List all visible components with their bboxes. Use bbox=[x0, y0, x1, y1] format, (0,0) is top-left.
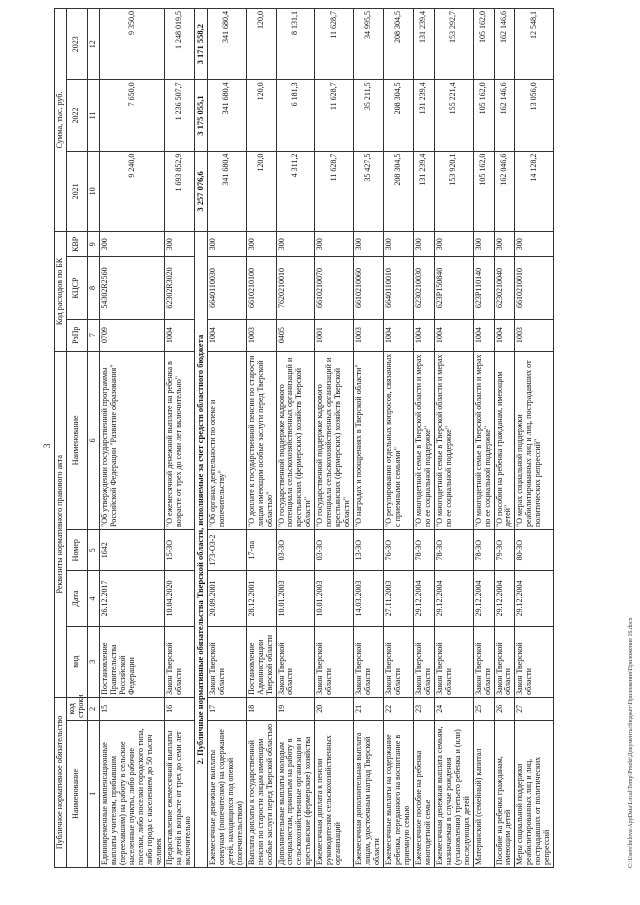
cell-2023: 120,0 bbox=[246, 9, 276, 80]
rotated-table-stage bbox=[40, 8, 640, 868]
cell-2023: 11 628,7 bbox=[315, 9, 354, 80]
cell-2022: 105 162,0 bbox=[473, 80, 494, 151]
cell-kcsr: 6230210040 bbox=[494, 257, 515, 319]
cell-2022: 155 221,4 bbox=[434, 80, 473, 151]
cell-kcsr: 6610210100 bbox=[246, 257, 276, 319]
cell-code: 22 bbox=[384, 697, 414, 720]
header-kcsr: КЦСР bbox=[66, 257, 87, 319]
cell-kcsr: 6610210010 bbox=[515, 257, 554, 319]
cell-type: Закон Тверской области bbox=[413, 626, 434, 697]
cell-kvr: 300 bbox=[515, 232, 554, 257]
col-number: 4 bbox=[87, 571, 99, 626]
cell-date: 27.11.2003 bbox=[384, 571, 414, 626]
cell-type: Закон Тверской области bbox=[276, 626, 315, 697]
cell-rzpr: 1004 bbox=[473, 319, 494, 351]
header-sum: Сумма, тыс. руб. bbox=[55, 9, 67, 232]
cell-code: 26 bbox=[494, 697, 515, 720]
col-number: 12 bbox=[87, 9, 99, 80]
cell-act-name: "О многодетной семье в Тверской области и мерах по ее социальной поддержке" bbox=[434, 351, 473, 529]
cell-kvr: 300 bbox=[99, 232, 165, 257]
cell-2022: 6 181,3 bbox=[276, 80, 315, 151]
cell-date: 10.04.2020 bbox=[165, 571, 195, 626]
header-number: Номер bbox=[66, 529, 87, 570]
cell-act-name: "О наградах и поощрениях в Тверской области" bbox=[354, 351, 384, 529]
cell-kcsr: 6640110010 bbox=[384, 257, 414, 319]
cell-rzpr: 1003 bbox=[246, 319, 276, 351]
header-2022: 2022 bbox=[66, 80, 87, 151]
cell-2021: 153 920,1 bbox=[434, 151, 473, 231]
table-body bbox=[99, 9, 553, 868]
cell-2022: 162 146,6 bbox=[494, 80, 515, 151]
cell-kvr: 300 bbox=[494, 232, 515, 257]
cell-date: 20.09.2001 bbox=[207, 571, 246, 626]
cell-date: 29.12.2004 bbox=[473, 571, 494, 626]
cell-act-name: "О ежемесячной денежной выплате на ребенка в возрасте от трех до семи лет включительно" bbox=[165, 351, 195, 529]
col-number: 11 bbox=[87, 80, 99, 151]
cell-number: 03-ЗО bbox=[276, 529, 315, 570]
cell-kcsr: 7620210010 bbox=[276, 257, 315, 319]
cell-type: Постановление Администрации Тверской области bbox=[246, 626, 276, 697]
cell-name: Ежемесячная доплата к пенсии руководителям сельскохозяйственных организаций bbox=[315, 720, 354, 867]
col-number: 8 bbox=[87, 257, 99, 319]
cell-number: 17-па bbox=[246, 529, 276, 570]
header-2023: 2023 bbox=[66, 9, 87, 80]
col-number: 6 bbox=[87, 351, 99, 529]
cell-2021: 1 693 852,9 bbox=[165, 151, 195, 231]
cell-date: 29.12.2004 bbox=[515, 571, 554, 626]
file-path-footer: C:\Users\belova\AppData\Local\Temp\Proekt\Документы\бюджет\Приложения\Приложение 16.docx bbox=[628, 617, 634, 868]
table-row bbox=[165, 9, 195, 868]
header-requisites: Реквизиты нормативного правового акта bbox=[55, 351, 67, 697]
cell-code: 25 bbox=[473, 697, 494, 720]
col-number: 7 bbox=[87, 319, 99, 351]
cell-kvr: 300 bbox=[315, 232, 354, 257]
cell-name: Ежемесячная дополнительная выплата лицам, удостоенным наград Тверской области bbox=[354, 720, 384, 867]
col-number: 9 bbox=[87, 232, 99, 257]
cell-name: Ежемесячное пособие на ребенка многодетной семье bbox=[413, 720, 434, 867]
table-row bbox=[384, 9, 414, 868]
section-total-2021: 3 257 076,6 bbox=[195, 151, 208, 231]
header-2021: 2021 bbox=[66, 151, 87, 231]
table-row bbox=[434, 9, 473, 868]
cell-2023: 8 131,1 bbox=[276, 9, 315, 80]
cell-code: 21 bbox=[354, 697, 384, 720]
cell-rzpr: 1004 bbox=[434, 319, 473, 351]
cell-act-name: "Об утверждении государственной программы Российской Федерации "Развитие образования" bbox=[99, 351, 165, 529]
cell-kcsr: 623P110140 bbox=[473, 257, 494, 319]
cell-number: 78-ЗО bbox=[413, 529, 434, 570]
table-row bbox=[354, 9, 384, 868]
cell-name: Ежемесячные выплаты на содержание ребенка, переданного на воспитание в приемную семью bbox=[384, 720, 414, 867]
cell-name: Выплата доплаты к государственной пенсии по старости лицам имеющим особые заслуги перед Тверской областью bbox=[246, 720, 276, 867]
cell-code: 20 bbox=[315, 697, 354, 720]
cell-type: Закон Тверской области bbox=[207, 626, 246, 697]
cell-2022: 208 304,5 bbox=[384, 80, 414, 151]
cell-kcsr: 6610210060 bbox=[354, 257, 384, 319]
cell-2023: 9 350,0 bbox=[99, 9, 165, 80]
cell-date: 29.12.2004 bbox=[494, 571, 515, 626]
cell-type: Закон Тверской области bbox=[434, 626, 473, 697]
col-number: 5 bbox=[87, 529, 99, 570]
cell-date: 28.12.2001 bbox=[246, 571, 276, 626]
cell-number: 15-ЗО bbox=[165, 529, 195, 570]
cell-act-name: "О государственной поддержке кадрового потенциала сельскохозяйственных организаций и крестьянских (фермерских) хозяйств Тверской области" bbox=[315, 351, 354, 529]
cell-act-name: "О многодетной семье в Тверской области и мерах по ее социальной поддержке" bbox=[413, 351, 434, 529]
cell-kvr: 300 bbox=[165, 232, 195, 257]
cell-act-name: "Об органах деятельности по опеке и попечительству" bbox=[207, 351, 246, 529]
cell-name: Пособие на ребенка гражданам, имеющим детей bbox=[494, 720, 515, 867]
cell-name: Единовременные компенсационные выплаты учителям, прибывшим (переехавшим) на работу в сельские населенные пункты, либо рабочие поселки, либо поселки городского типа, либо города с населением до 50 тысяч человек bbox=[99, 720, 165, 867]
cell-name: Предоставление ежемесячной выплаты на детей в возрасте от трех до семи лет включительно bbox=[165, 720, 195, 867]
header-name: Наименование bbox=[66, 720, 87, 867]
cell-type: Закон Тверской области bbox=[165, 626, 195, 697]
cell-act-name: "О мерах социальной поддержки реабилитированных лиц и лиц, пострадавших от политических репрессий" bbox=[515, 351, 554, 529]
cell-kvr: 300 bbox=[207, 232, 246, 257]
cell-date: 10.01.2003 bbox=[315, 571, 354, 626]
cell-name: Ежемесячные денежные выплаты опекунам (попечителям) на содержание детей, находящихся под опекой (попечительством) bbox=[207, 720, 246, 867]
cell-date: 29.12.2004 bbox=[434, 571, 473, 626]
header-obligation: Публичное нормативное обязательство bbox=[55, 697, 67, 867]
cell-code: 16 bbox=[165, 697, 195, 720]
col-number: 2 bbox=[87, 697, 99, 720]
cell-type: Закон Тверской области bbox=[384, 626, 414, 697]
cell-2023: 34 995,5 bbox=[354, 9, 384, 80]
table-row bbox=[207, 9, 246, 868]
cell-act-name: "О пособии на ребенка гражданам, имеющим детей" bbox=[494, 351, 515, 529]
cell-2023: 12 548,1 bbox=[515, 9, 554, 80]
col-number: 10 bbox=[87, 151, 99, 231]
page-number: 3 bbox=[42, 443, 52, 448]
col-number: 3 bbox=[87, 626, 99, 697]
cell-number: 03-ЗО bbox=[315, 529, 354, 570]
cell-2023: 1 248 019,5 bbox=[165, 9, 195, 80]
cell-2022: 7 650,0 bbox=[99, 80, 165, 151]
obligations-table bbox=[54, 8, 554, 868]
cell-act-name: "О доплате к государственной пенсии по старости лицам имеющим особые заслуги перед Тверской областью" bbox=[246, 351, 276, 529]
header-date: Дата bbox=[66, 571, 87, 626]
cell-2022: 1 236 507,7 bbox=[165, 80, 195, 151]
cell-rzpr: 1004 bbox=[494, 319, 515, 351]
cell-kcsr: 6230210030 bbox=[413, 257, 434, 319]
cell-2021: 341 680,4 bbox=[207, 151, 246, 231]
cell-number: 1642 bbox=[99, 529, 165, 570]
cell-code: 17 bbox=[207, 697, 246, 720]
header-kvr: КВР bbox=[66, 232, 87, 257]
cell-kcsr: 54302R2560 bbox=[99, 257, 165, 319]
cell-2021: 4 311,2 bbox=[276, 151, 315, 231]
cell-number: 78-ЗО bbox=[473, 529, 494, 570]
cell-2023: 162 146,6 bbox=[494, 9, 515, 80]
cell-code: 24 bbox=[434, 697, 473, 720]
header-bk-code: Код расходов по БК bbox=[55, 232, 67, 352]
table-row bbox=[413, 9, 434, 868]
table-row bbox=[246, 9, 276, 868]
cell-name: Дополнительные выплаты молодым специалистам, принятым на работу в сельскохозяйственные организации и крестьянские (фермерские) хозяйства bbox=[276, 720, 315, 867]
header-type: вид bbox=[66, 626, 87, 697]
cell-rzpr: 1001 bbox=[315, 319, 354, 351]
cell-2021: 131 239,4 bbox=[413, 151, 434, 231]
cell-rzpr: 0709 bbox=[99, 319, 165, 351]
cell-type: Закон Тверской области bbox=[473, 626, 494, 697]
cell-rzpr: 1003 bbox=[354, 319, 384, 351]
table-row bbox=[473, 9, 494, 868]
cell-rzpr: 0405 bbox=[276, 319, 315, 351]
cell-2021: 11 628,7 bbox=[315, 151, 354, 231]
section-title: 2. Публичные нормативные обязательства Тверской области, исполняемые за счет средств областного бюджета bbox=[195, 232, 208, 868]
cell-kcsr: 6610210070 bbox=[315, 257, 354, 319]
cell-rzpr: 1003 bbox=[515, 319, 554, 351]
table-row bbox=[99, 9, 165, 868]
col-number: 1 bbox=[87, 720, 99, 867]
cell-kvr: 300 bbox=[384, 232, 414, 257]
cell-kvr: 300 bbox=[354, 232, 384, 257]
cell-2022: 341 680,4 bbox=[207, 80, 246, 151]
cell-code: 23 bbox=[413, 697, 434, 720]
cell-kcsr: 62302R3020 bbox=[165, 257, 195, 319]
cell-2022: 131 239,4 bbox=[413, 80, 434, 151]
cell-number: 79-ЗО bbox=[494, 529, 515, 570]
cell-2023: 208 304,5 bbox=[384, 9, 414, 80]
cell-name: Меры социальной поддержки реабилитированных лиц и лиц, пострадавших от политических репрессий bbox=[515, 720, 554, 867]
cell-2023: 131 239,4 bbox=[413, 9, 434, 80]
cell-kvr: 300 bbox=[434, 232, 473, 257]
section-header-row bbox=[195, 9, 208, 868]
cell-code: 15 bbox=[99, 697, 165, 720]
section-total-2022: 3 175 055,1 bbox=[195, 80, 208, 151]
cell-code: 27 bbox=[515, 697, 554, 720]
cell-type: Закон Тверской области bbox=[515, 626, 554, 697]
cell-2022: 11 628,7 bbox=[315, 80, 354, 151]
cell-act-name: "О государственной поддержке кадрового потенциала сельскохозяйственных организаций и крестьянских (фермерских) хозяйств Тверской области" bbox=[276, 351, 315, 529]
cell-date: 26.12.2017 bbox=[99, 571, 165, 626]
cell-kvr: 300 bbox=[473, 232, 494, 257]
cell-act-name: "О регулировании отдельных вопросов, связанных с приемными семьями" bbox=[384, 351, 414, 529]
cell-rzpr: 1004 bbox=[413, 319, 434, 351]
cell-name: Материнский (семейный) капитал bbox=[473, 720, 494, 867]
cell-2023: 105 162,0 bbox=[473, 9, 494, 80]
cell-kvr: 300 bbox=[276, 232, 315, 257]
cell-kvr: 300 bbox=[246, 232, 276, 257]
cell-2021: 35 427,5 bbox=[354, 151, 384, 231]
cell-number: 173-ОЗ-2 bbox=[207, 529, 246, 570]
header-act-name: Наименование bbox=[66, 351, 87, 529]
cell-rzpr: 1004 bbox=[384, 319, 414, 351]
cell-kvr: 300 bbox=[413, 232, 434, 257]
cell-number: 76-ЗО bbox=[384, 529, 414, 570]
cell-number: 78-ЗО bbox=[434, 529, 473, 570]
cell-date: 29.12.2004 bbox=[413, 571, 434, 626]
cell-type: Постановление Правительства Российской Федерации bbox=[99, 626, 165, 697]
cell-kcsr: 6640110030 bbox=[207, 257, 246, 319]
cell-2022: 120,0 bbox=[246, 80, 276, 151]
cell-2022: 35 211,5 bbox=[354, 80, 384, 151]
table-row bbox=[515, 9, 554, 868]
cell-code: 18 bbox=[246, 697, 276, 720]
table-row bbox=[276, 9, 315, 868]
table-row bbox=[494, 9, 515, 868]
cell-2023: 341 680,4 bbox=[207, 9, 246, 80]
cell-2021: 9 240,0 bbox=[99, 151, 165, 231]
table-row bbox=[315, 9, 354, 868]
cell-2021: 14 128,2 bbox=[515, 151, 554, 231]
cell-2021: 105 162,0 bbox=[473, 151, 494, 231]
header-code: код строки bbox=[66, 697, 87, 720]
cell-date: 10.01.2003 bbox=[276, 571, 315, 626]
cell-2022: 13 056,0 bbox=[515, 80, 554, 151]
cell-2021: 120,0 bbox=[246, 151, 276, 231]
cell-type: Закон Тверской области bbox=[494, 626, 515, 697]
cell-2023: 153 292,7 bbox=[434, 9, 473, 80]
cell-2021: 162 046,6 bbox=[494, 151, 515, 231]
cell-kcsr: 623P150840 bbox=[434, 257, 473, 319]
cell-number: 80-ЗО bbox=[515, 529, 554, 570]
cell-rzpr: 1004 bbox=[207, 319, 246, 351]
cell-number: 13-ЗО bbox=[354, 529, 384, 570]
cell-type: Закон Тверской области bbox=[315, 626, 354, 697]
cell-act-name: "О многодетной семье в Тверской области и мерах по ее социальной поддержке" bbox=[473, 351, 494, 529]
cell-code: 19 bbox=[276, 697, 315, 720]
cell-name: Ежемесячная денежная выплата семьям, назначаемая в случае рождения (усыновления) третьего ребенка и (или) последующих детей bbox=[434, 720, 473, 867]
header-rzpr: РзПр bbox=[66, 319, 87, 351]
cell-2021: 208 304,5 bbox=[384, 151, 414, 231]
cell-date: 14.03.2003 bbox=[354, 571, 384, 626]
cell-type: Закон Тверской области bbox=[354, 626, 384, 697]
cell-rzpr: 1004 bbox=[165, 319, 195, 351]
section-total-2023: 3 171 558,2 bbox=[195, 9, 208, 80]
